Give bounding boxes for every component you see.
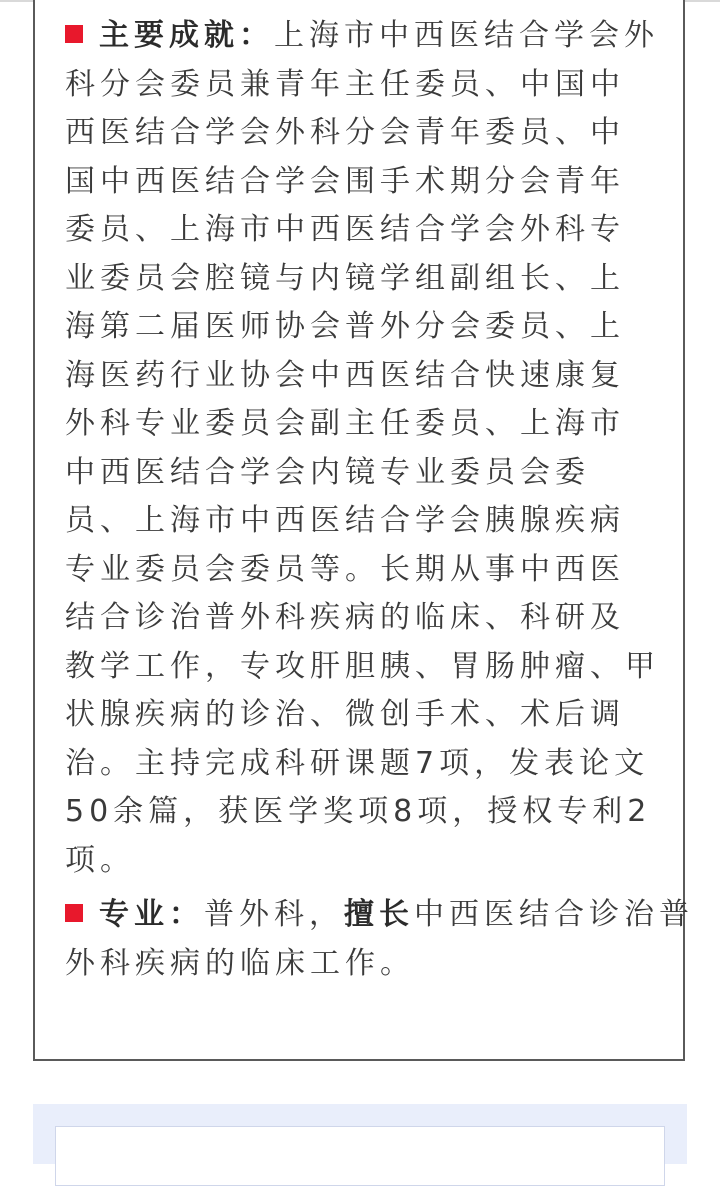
specialty-entry xyxy=(65,891,694,988)
achievements-line: 海第二届医师协会普外分会委员、上 xyxy=(65,309,625,344)
achievements-line: 中西医结合学会内镜专业委员会委 xyxy=(65,454,590,490)
specialty-text xyxy=(65,891,694,988)
achievements-line: 员、上海市中西医结合学会胰腺疾病 xyxy=(65,503,625,538)
achievements-line-text: 上海市中西医结合学会外 xyxy=(274,18,659,53)
achievements-line: 教学工作，专攻肝胆胰、胃肠肿瘤、甲 xyxy=(65,648,660,684)
achievements-line: 海医药行业协会中西医结合快速康复 xyxy=(65,357,625,393)
specialty-value-cont: 中西医结合诊治普 xyxy=(414,897,694,932)
achievements-label: 主要成就： xyxy=(99,18,274,53)
bullet-square-icon xyxy=(65,25,83,43)
specialty-label: 专业： xyxy=(99,897,204,932)
achievements-line: 项。 xyxy=(65,842,135,878)
profile-card xyxy=(33,0,694,1061)
specialty-line-2: 外科疾病的临床工作。 xyxy=(65,945,415,981)
achievements-line: 专业委员会委员等。长期从事中西医 xyxy=(65,551,625,587)
next-card xyxy=(33,1104,687,1164)
achievements-line: 50余篇，获医学奖项8项，授权专利2 xyxy=(65,794,652,829)
achievements-line: 治。主持完成科研课题7项，发表论文 xyxy=(65,745,650,781)
achievements-line: 结合诊治普外科疾病的临床、科研及 xyxy=(65,600,625,635)
achievements-line: 科分会委员兼青年主任委员、中国中 xyxy=(65,66,625,102)
achievements-text xyxy=(65,12,665,885)
achievements-line: 国中西医结合学会围手术期分会青年 xyxy=(65,163,625,199)
bullet-square-icon xyxy=(65,904,83,922)
next-card-inner xyxy=(55,1126,665,1186)
achievements-entry xyxy=(65,12,665,885)
achievements-line: 外科专业委员会副主任委员、上海市 xyxy=(65,406,625,441)
achievements-line: 业委员会腔镜与内镜学组副组长、上 xyxy=(65,260,625,296)
specialty-value: 普外科， xyxy=(204,897,344,932)
specialty-strong: 擅长 xyxy=(344,897,414,932)
achievements-line: 委员、上海市中西医结合学会外科专 xyxy=(65,212,625,247)
specialty-line-1 xyxy=(99,891,694,940)
achievements-line: 状腺疾病的诊治、微创手术、术后调 xyxy=(65,697,625,732)
achievements-line-1 xyxy=(99,12,665,61)
achievements-line: 西医结合学会外科分会青年委员、中 xyxy=(65,115,625,150)
